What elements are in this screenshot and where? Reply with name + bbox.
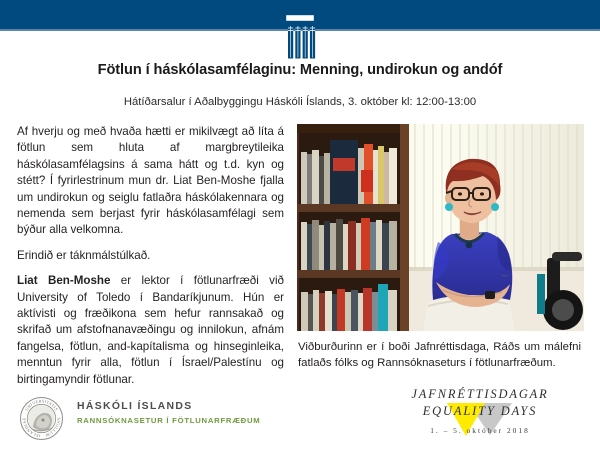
speaker-bio-text: er lektor í fötlunarfræði við University of Toledo í Bandaríkjunum. Hún er aktívisti og fræðikona sem hefur rannsakað og skrifað um afstofnanavæðingu og innilokun, afnám fangelsa, fötlun, and-kapítalisma og hinseginleika, menntun fyrir alla, fötlun í Ísrael/Palestínu og birtingamyndir fötlunar. — [17, 274, 284, 386]
equality-days-logo — [365, 386, 595, 444]
equality-days-dates: 1. – 5. október 2018 — [430, 426, 530, 435]
svg-text:UNIVERSITATIS: UNIVERSITATIS — [23, 398, 60, 412]
university-of-iceland-wordmark — [77, 401, 260, 425]
page-title: Fötlun í háskólasamfélaginu: Menning, undirokun og andóf — [97, 62, 503, 78]
equality-days-title-en: EQUALITY DAYS — [422, 404, 538, 418]
university-of-iceland-seal — [19, 396, 64, 441]
equality-days-title-is: JAFNRÉTTISDAGAR — [411, 387, 549, 401]
photo-caption: Viðburðurinn er í boði Jafnréttisdaga, Ráðs um málefni fatlaðs fólks og Rannsóknaseturs í fötlunarfræðum. — [298, 341, 581, 370]
university-name: HÁSKÓLI ÍSLANDS — [77, 401, 193, 412]
university-of-iceland-columns-emblem — [271, 14, 329, 64]
speaker-photo — [297, 124, 584, 331]
speaker-name: Liat Ben-Moshe — [17, 274, 111, 288]
body-text-column — [17, 124, 284, 388]
university-of-iceland-logo — [19, 396, 287, 442]
svg-text:SIGILLUM · ISLANDIAE: SIGILLUM · ISLANDIAE — [21, 417, 62, 439]
speaker-bio-paragraph — [17, 273, 284, 388]
body-paragraph-1: Af hverju og með hvaða hætti er mikilvægt að líta á fötlun sem hluta af margbreytileika háskólasamfélagsins á sama hátt og t.d. kyn og stétt? Í fyrirlestrinum mun dr. Liat Ben-Moshe fjalla um undirokun og seiglu fatlaðra háskólakennara og nemenda sem berjast fyrir háskólasamfélagi sem býður alla velkomna. — [17, 125, 284, 237]
body-paragraph-2: Erindið er táknmálstúlkað. — [17, 248, 151, 262]
page-subtitle: Hátíðarsalur í Aðalbyggingu Háskóli Íslands, 3. október kl: 12:00-13:00 — [123, 96, 477, 108]
department-name: RANNSÓKNASETUR Í FÖTLUNARFRÆÐUM — [77, 416, 261, 425]
